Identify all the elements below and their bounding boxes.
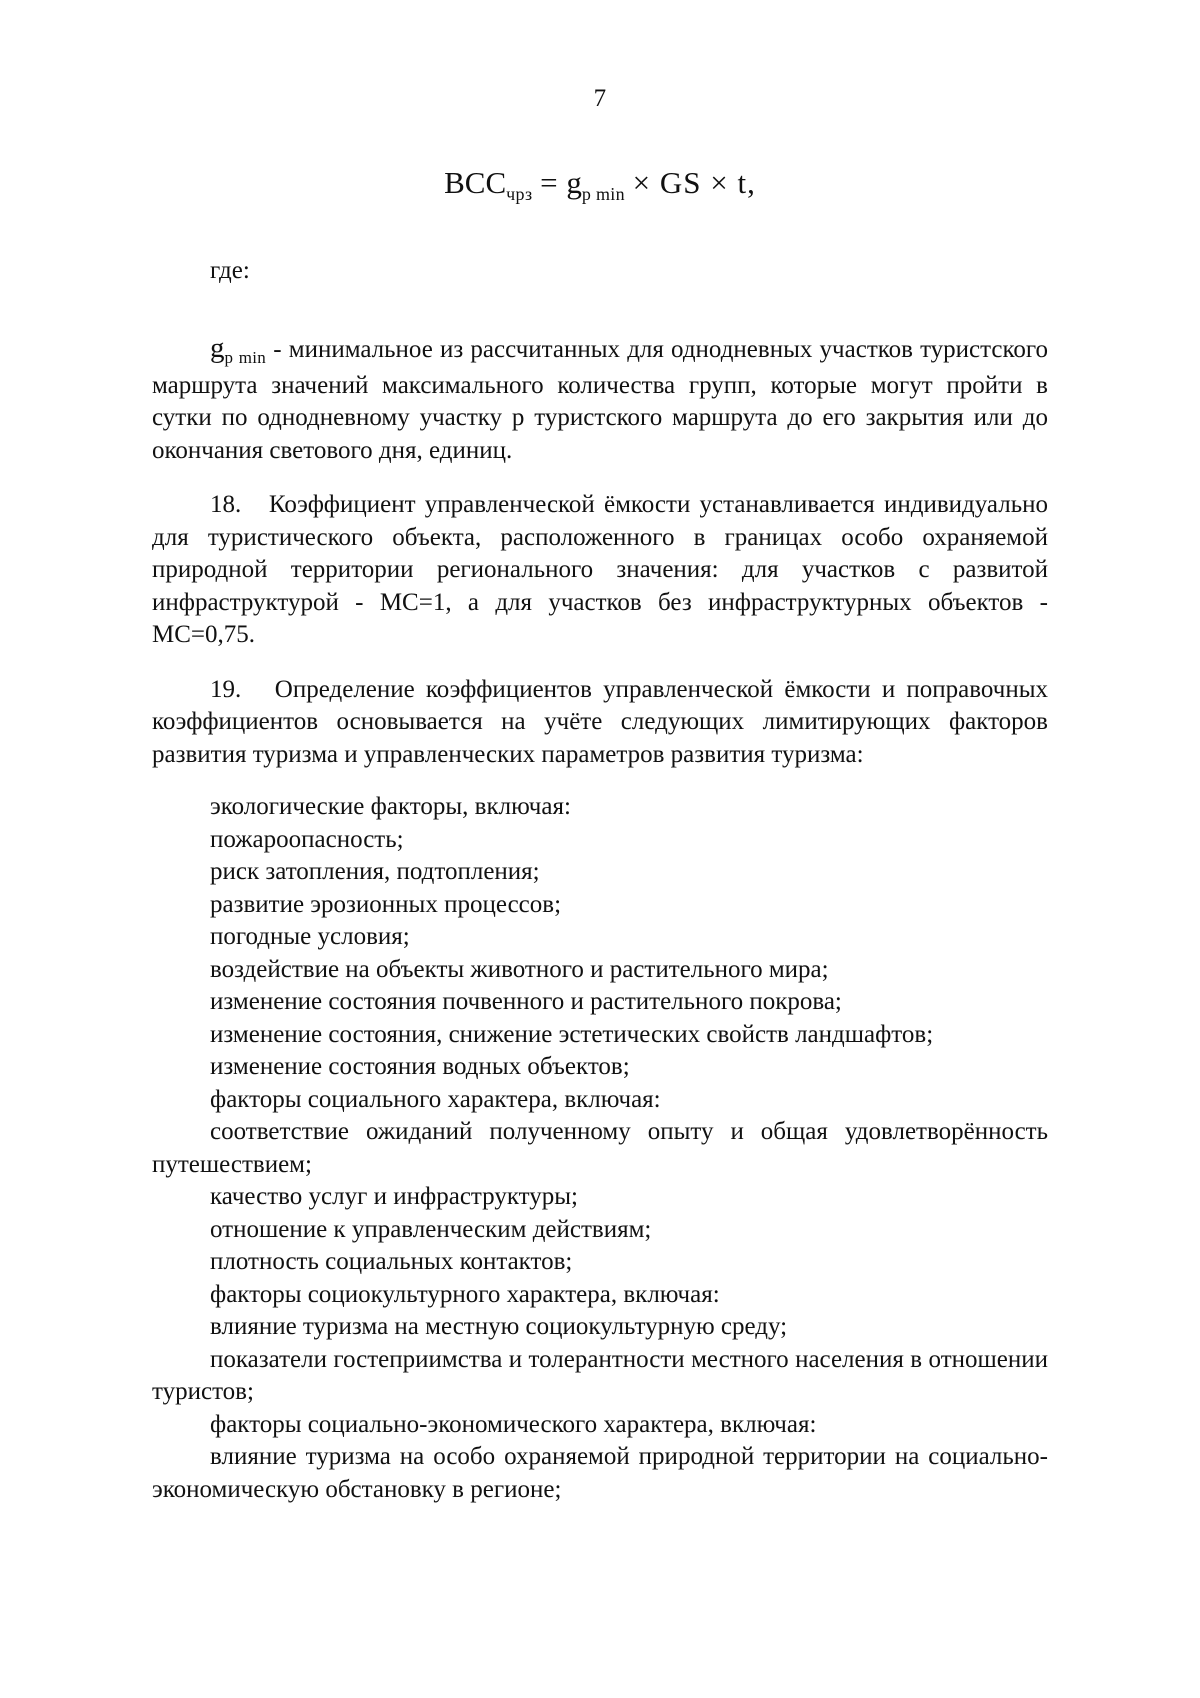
list-item: факторы социокультурного характера, включая: bbox=[210, 1280, 720, 1308]
list-item: изменение состояния почвенного и растительного покрова; bbox=[210, 988, 842, 1016]
list-item: факторы социально-экономического характера, включая: bbox=[210, 1410, 817, 1438]
list-item: развитие эрозионных процессов; bbox=[210, 890, 562, 918]
paragraph-18-text: Коэффициент управленческой ёмкости устанавливается индивидуально для туристического объекта, расположенного в границах особо охраняемой природной территории регионального значения: для участков с развитой инфраструктурой - MC=1, а для участков без инфраструктурных объектов - MC=0,75. bbox=[152, 491, 1049, 649]
formula-lhs: BCC bbox=[444, 165, 507, 200]
list-item: погодные условия; bbox=[210, 923, 410, 951]
paragraph-18 bbox=[152, 489, 1048, 652]
list-item: качество услуг и инфраструктуры; bbox=[210, 1183, 578, 1211]
formula-rest: × GS × t, bbox=[632, 165, 756, 200]
list-item: изменение состояния водных объектов; bbox=[210, 1053, 630, 1081]
factors-list bbox=[152, 791, 1048, 1506]
paragraph-19 bbox=[152, 674, 1048, 772]
list-item: факторы социального характера, включая: bbox=[210, 1085, 661, 1113]
definition-symbol-subscript: p min bbox=[224, 348, 267, 368]
definition-text: - минимальное из рассчитанных для однодневных участков туристского маршрута значений максимального количества групп, которые могут пройти в сутки по однодневному участку р туристского маршрута до его закрытия или до окончания светового дня, единиц. bbox=[152, 336, 1048, 464]
list-item: соответствие ожиданий полученному опыту и общая удовлетворённость путешествием; bbox=[152, 1118, 1048, 1178]
paragraph-18-number: 18. bbox=[210, 491, 242, 519]
formula-lhs-subscript: чрз bbox=[506, 184, 533, 205]
definition-paragraph bbox=[152, 330, 1048, 467]
list-item: отношение к управленческим действиям; bbox=[210, 1215, 652, 1243]
paragraph-19-text: Определение коэффициентов управленческой ёмкости и поправочных коэффициентов основывается на учёте следующих лимитирующих факторов развития туризма и управленческих параметров развития туризма: bbox=[152, 675, 1048, 768]
formula-equals: = bbox=[540, 165, 559, 200]
formula-rhs-subscript: p min bbox=[581, 184, 625, 205]
paragraph-19-number: 19. bbox=[210, 675, 242, 703]
list-item: влияние туризма на местную социокультурную среду; bbox=[210, 1313, 788, 1341]
list-item: показатели гостеприимства и толерантности местного населения в отношении туристов; bbox=[152, 1345, 1048, 1406]
where-label: где: bbox=[210, 257, 250, 285]
formula-bcc bbox=[152, 167, 1048, 203]
list-item: воздействие на объекты животного и растительного мира; bbox=[210, 955, 829, 983]
formula-rhs-symbol: g bbox=[566, 165, 582, 200]
list-item: пожароопасность; bbox=[210, 825, 404, 853]
list-item: плотность социальных контактов; bbox=[210, 1248, 573, 1276]
list-item: влияние туризма на особо охраняемой природной территории на социально-экономическую обстановку в регионе; bbox=[152, 1443, 1048, 1503]
list-item: экологические факторы, включая: bbox=[210, 793, 571, 821]
definition-symbol: g bbox=[210, 332, 225, 365]
list-item: риск затопления, подтопления; bbox=[210, 858, 540, 886]
page-number: 7 bbox=[593, 85, 607, 112]
list-item: изменение состояния, снижение эстетических свойств ландшафтов; bbox=[210, 1020, 934, 1048]
